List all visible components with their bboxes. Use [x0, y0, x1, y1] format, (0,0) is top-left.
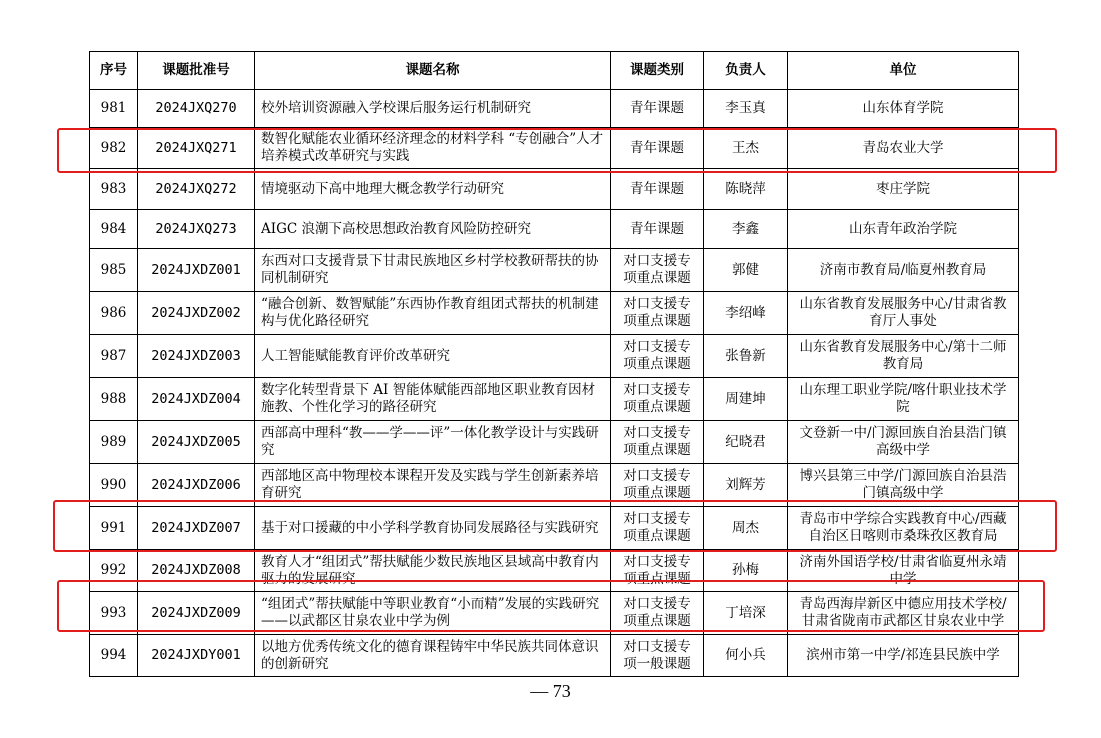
cell-unit: [788, 507, 1019, 550]
header-no: 序号: [90, 52, 138, 90]
cell-type: [611, 507, 704, 550]
cell-no-text: 992: [100, 562, 127, 578]
cell-code: [138, 464, 255, 507]
cell-no: [90, 635, 138, 677]
cell-code-text: 2024JXDZ006: [151, 476, 241, 493]
table-row: [90, 378, 1019, 421]
cell-type: [611, 292, 704, 335]
cell-name: [255, 550, 611, 592]
table-row: [90, 210, 1019, 249]
header-leader: 负责人: [704, 52, 788, 90]
cell-unit-text: 山东青年政治学院: [849, 220, 957, 237]
cell-leader: [704, 210, 788, 249]
cell-no-text: 984: [100, 220, 127, 237]
cell-no-text: 985: [100, 261, 127, 278]
cell-unit: [788, 335, 1019, 378]
cell-unit-text: 山东省教育发展服务中心/第十二师教育局: [799, 339, 1007, 372]
cell-unit: [788, 210, 1019, 249]
cell-leader-text: 王杰: [732, 139, 759, 156]
cell-type-text: 青年课题: [630, 100, 684, 116]
cell-type-text: 对口支援专项重点课题: [623, 296, 691, 329]
cell-type: [611, 335, 704, 378]
cell-unit-text: 山东省教育发展服务中心/甘肃省教育厅人事处: [799, 296, 1007, 329]
cell-leader: [704, 550, 788, 592]
header-unit: 单位: [788, 52, 1019, 90]
cell-leader: [704, 335, 788, 378]
cell-type: [611, 90, 704, 128]
cell-unit: [788, 635, 1019, 677]
cell-leader-text: 李绍峰: [725, 304, 766, 321]
cell-type: [611, 378, 704, 421]
cell-unit: [788, 421, 1019, 464]
cell-name: [255, 249, 611, 292]
cell-name-text: “组团式”帮扶赋能中等职业教育“小而精”发展的实践研究——以武都区甘泉农业中学为例: [261, 596, 600, 629]
cell-code-text: 2024JXDZ002: [151, 304, 241, 321]
cell-unit: [788, 128, 1019, 169]
cell-type-text: 青年课题: [630, 180, 684, 197]
project-table: [89, 51, 1019, 677]
cell-unit: [788, 292, 1019, 335]
cell-type-text: 对口支援专项一般课题: [623, 638, 691, 672]
cell-name-text: 数字化转型背景下 AI 智能体赋能西部地区职业教育因材施教、个性化学习的路径研究: [261, 382, 596, 415]
cell-unit: [788, 550, 1019, 592]
cell-no-text: 981: [100, 100, 127, 116]
cell-name: [255, 421, 611, 464]
cell-code-text: 2024JXDZ009: [151, 604, 241, 621]
cell-name: [255, 292, 611, 335]
cell-no: [90, 464, 138, 507]
table-row: [90, 249, 1019, 292]
cell-code-text: 2024JXDZ005: [151, 433, 241, 450]
cell-code-text: 2024JXQ272: [155, 180, 237, 197]
cell-name: [255, 169, 611, 210]
cell-unit-text: 文登新一中/门源回族自治县浩门镇高级中学: [799, 425, 1007, 458]
cell-code-text: 2024JXDZ004: [151, 390, 241, 407]
cell-type-text: 青年课题: [630, 220, 684, 237]
cell-code: [138, 550, 255, 592]
cell-code-text: 2024JXDZ003: [151, 347, 241, 364]
cell-type-text: 对口支援专项重点课题: [623, 425, 691, 458]
cell-no-text: 988: [100, 390, 127, 407]
cell-type: [611, 592, 704, 635]
cell-leader: [704, 635, 788, 677]
table-row: [90, 90, 1019, 128]
cell-type-text: 对口支援专项重点课题: [623, 511, 691, 544]
cell-leader: [704, 421, 788, 464]
cell-type: [611, 210, 704, 249]
cell-no-text: 982: [100, 139, 127, 156]
cell-unit: [788, 378, 1019, 421]
cell-leader-text: 陈晓萍: [725, 180, 766, 197]
cell-code-text: 2024JXQ270: [155, 100, 237, 116]
cell-type-text: 对口支援专项重点课题: [623, 253, 691, 286]
cell-leader: [704, 464, 788, 507]
cell-unit-text: 青岛农业大学: [862, 139, 944, 156]
cell-code: [138, 249, 255, 292]
table-row: [90, 292, 1019, 335]
cell-no: [90, 335, 138, 378]
cell-code: [138, 592, 255, 635]
cell-leader: [704, 507, 788, 550]
cell-unit-text: 济南市教育局/临夏州教育局: [819, 261, 987, 278]
cell-name: [255, 90, 611, 128]
cell-no: [90, 378, 138, 421]
table-row: [90, 128, 1019, 169]
cell-name-text: “融合创新、数智赋能”东西协作教育组团式帮扶的机制建构与优化路径研究: [261, 296, 599, 329]
cell-leader: [704, 169, 788, 210]
cell-unit-text: 青岛西海岸新区中德应用技术学校/甘肃省陇南市武都区甘泉农业中学: [799, 596, 1007, 629]
cell-name: [255, 128, 611, 169]
cell-type-text: 对口支援专项重点课题: [623, 339, 691, 372]
cell-leader-text: 周杰: [732, 519, 759, 536]
cell-code-text: 2024JXDY001: [151, 647, 241, 663]
cell-name-text: 人工智能赋能教育评价改革研究: [261, 347, 450, 364]
cell-unit-text: 山东理工职业学院/喀什职业技术学院: [799, 382, 1007, 415]
cell-name: [255, 210, 611, 249]
cell-name-text: 西部地区高中物理校本课程开发及实践与学生创新素养培育研究: [261, 468, 599, 501]
cell-leader: [704, 292, 788, 335]
cell-no-text: 993: [100, 604, 127, 621]
table-row: [90, 169, 1019, 210]
cell-type: [611, 464, 704, 507]
cell-type: [611, 249, 704, 292]
cell-no: [90, 210, 138, 249]
cell-no-text: 990: [100, 476, 127, 493]
cell-name-text: 以地方优秀传统文化的德育课程铸牢中华民族共同体意识的创新研究: [261, 638, 599, 672]
page-number: — 73: [530, 681, 571, 701]
cell-type: [611, 421, 704, 464]
cell-leader-text: 丁培深: [725, 604, 766, 621]
cell-leader-text: 周建坤: [725, 390, 766, 407]
cell-type: [611, 550, 704, 592]
cell-no-text: 994: [100, 647, 127, 663]
cell-unit: [788, 592, 1019, 635]
cell-leader: [704, 128, 788, 169]
cell-no: [90, 507, 138, 550]
cell-type: [611, 169, 704, 210]
cell-code-text: 2024JXDZ008: [151, 562, 241, 578]
cell-leader-text: 孙梅: [732, 562, 759, 578]
cell-no-text: 989: [100, 433, 127, 450]
cell-name: [255, 335, 611, 378]
cell-type: [611, 128, 704, 169]
table-row: [90, 335, 1019, 378]
cell-leader: [704, 592, 788, 635]
cell-unit: [788, 464, 1019, 507]
cell-name: [255, 592, 611, 635]
cell-unit-text: 枣庄学院: [876, 180, 930, 197]
cell-leader-text: 刘辉芳: [725, 476, 766, 493]
cell-name: [255, 507, 611, 550]
cell-code-text: 2024JXQ273: [155, 220, 237, 237]
cell-no: [90, 421, 138, 464]
header-code: 课题批准号: [138, 52, 255, 90]
table-header-row: [90, 52, 1019, 90]
cell-unit: [788, 169, 1019, 210]
cell-code-text: 2024JXDZ007: [151, 519, 241, 536]
table-row: [90, 550, 1019, 592]
cell-type-text: 青年课题: [630, 139, 684, 156]
cell-code: [138, 169, 255, 210]
cell-code: [138, 292, 255, 335]
cell-unit-text: 滨州市第一中学/祁连县民族中学: [806, 647, 1000, 663]
cell-leader-text: 李鑫: [732, 220, 759, 237]
cell-name-text: 校外培训资源融入学校课后服务运行机制研究: [261, 100, 531, 116]
cell-leader: [704, 90, 788, 128]
cell-name-text: 教育人才“组团式”帮扶赋能少数民族地区县域高中教育内驱力的发展研究: [261, 553, 599, 587]
cell-type-text: 对口支援专项重点课题: [623, 596, 691, 629]
cell-unit-text: 济南外国语学校/甘肃省临夏州永靖中学: [799, 553, 1007, 587]
cell-type-text: 对口支援专项重点课题: [623, 382, 691, 415]
cell-name-text: AIGC 浪潮下高校思想政治教育风险防控研究: [261, 220, 531, 237]
cell-no-text: 986: [100, 304, 127, 321]
table-row: [90, 635, 1019, 677]
cell-leader-text: 郭健: [732, 261, 759, 278]
cell-code: [138, 128, 255, 169]
cell-unit-text: 山东体育学院: [862, 100, 944, 116]
cell-name: [255, 635, 611, 677]
cell-no-text: 983: [100, 180, 127, 197]
cell-type: [611, 635, 704, 677]
cell-no: [90, 169, 138, 210]
cell-unit: [788, 90, 1019, 128]
cell-no: [90, 592, 138, 635]
cell-name-text: 东西对口支援背景下甘肃民族地区乡村学校教研帮扶的协同机制研究: [261, 253, 599, 286]
cell-code: [138, 378, 255, 421]
cell-code-text: 2024JXDZ001: [151, 261, 241, 278]
header-type: 课题类别: [611, 52, 704, 90]
cell-name-text: 西部高中理科“教——学——评”一体化教学设计与实践研究: [261, 425, 599, 458]
cell-no: [90, 550, 138, 592]
cell-leader-text: 何小兵: [725, 647, 766, 663]
table-row: [90, 507, 1019, 550]
cell-leader-text: 李玉真: [725, 100, 766, 116]
cell-name-text: 基于对口援藏的中小学科学教育协同发展路径与实践研究: [261, 519, 599, 536]
cell-name: [255, 464, 611, 507]
table-row: [90, 421, 1019, 464]
cell-name-text: 数智化赋能农业循环经济理念的材料学科 “专创融合”人才培养模式改革研究与实践: [261, 131, 604, 164]
cell-name: [255, 378, 611, 421]
cell-code-text: 2024JXQ271: [155, 139, 237, 156]
cell-leader-text: 张鲁新: [725, 347, 766, 364]
cell-unit: [788, 249, 1019, 292]
cell-type-text: 对口支援专项重点课题: [623, 553, 691, 587]
table-row: [90, 464, 1019, 507]
cell-no-text: 991: [100, 519, 127, 536]
cell-leader: [704, 378, 788, 421]
cell-no: [90, 292, 138, 335]
cell-no: [90, 249, 138, 292]
cell-code: [138, 335, 255, 378]
cell-unit-text: 青岛市中学综合实践教育中心/西藏自治区日喀则市桑珠孜区教育局: [799, 511, 1007, 544]
cell-type-text: 对口支援专项重点课题: [623, 468, 691, 501]
cell-code: [138, 635, 255, 677]
cell-leader-text: 纪晓君: [725, 433, 766, 450]
cell-unit-text: 博兴县第三中学/门源回族自治县浩门镇高级中学: [799, 468, 1007, 501]
table-row: [90, 592, 1019, 635]
cell-code: [138, 90, 255, 128]
cell-code: [138, 507, 255, 550]
cell-no-text: 987: [100, 347, 127, 364]
cell-code: [138, 421, 255, 464]
cell-no: [90, 90, 138, 128]
cell-name-text: 情境驱动下高中地理大概念教学行动研究: [261, 180, 504, 197]
cell-code: [138, 210, 255, 249]
header-name: 课题名称: [255, 52, 611, 90]
cell-leader: [704, 249, 788, 292]
cell-no: [90, 128, 138, 169]
